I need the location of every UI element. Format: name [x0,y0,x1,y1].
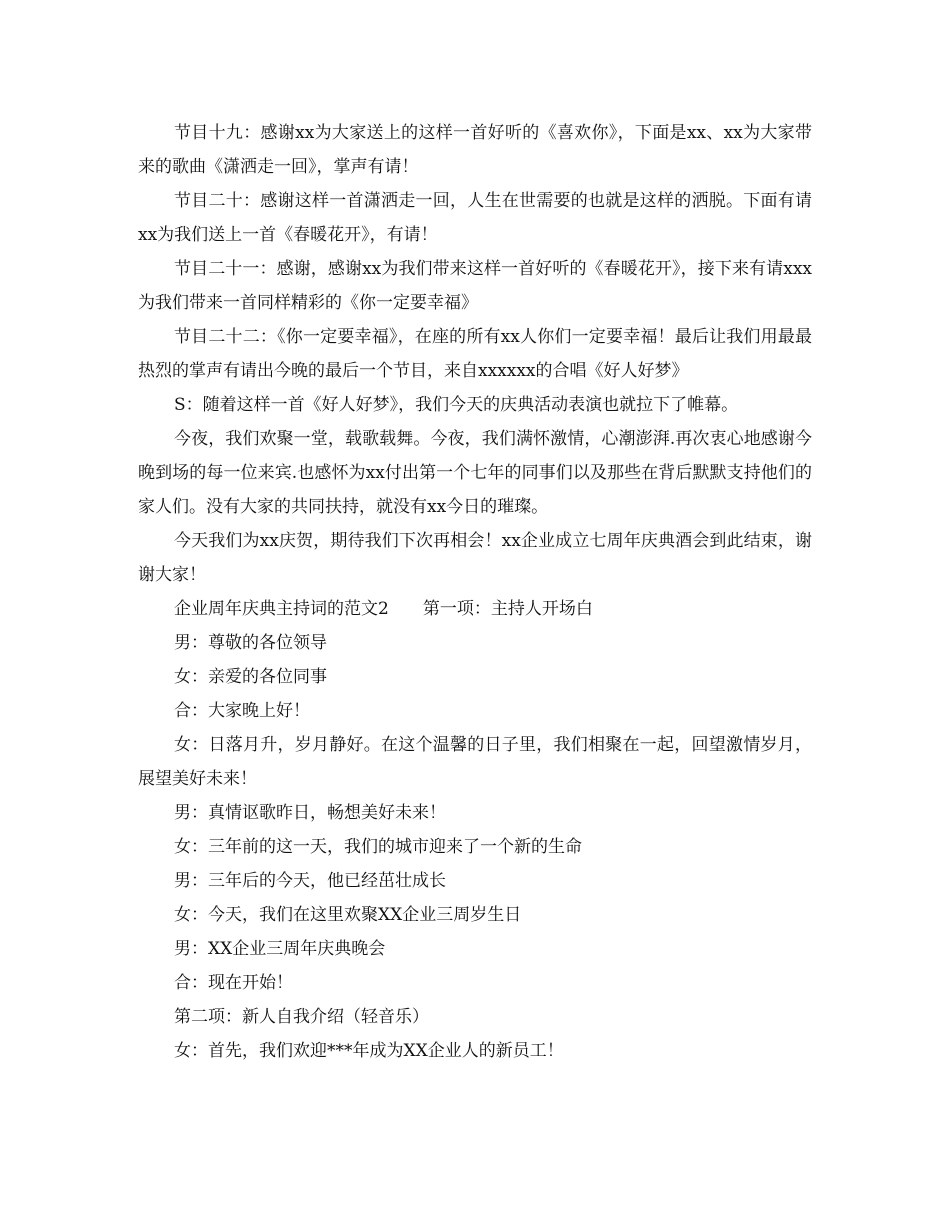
script-line: 女：今天，我们在这里欢聚XX企业三周岁生日 [174,905,522,925]
paragraph-program-20: 节目二十：感谢这样一首潇洒走一回，人生在世需要的也就是这样的洒脱。下面有请xx为我们送上一首《春暖花开》，有请！ [138,191,812,245]
section-heading-title: 企业周年庆典主持词的范文2 [174,599,389,619]
script-line: 女：三年前的这一天，我们的城市迎来了一个新的生命 [174,837,582,857]
script-line: 第二项：新人自我介绍（轻音乐） [174,1007,429,1027]
script-line: 合：现在开始！ [174,973,293,993]
paragraph-farewell: 今天我们为xx庆贺，期待我们下次再相会！xx企业成立七周年庆典酒会到此结束，谢谢大家！ [138,531,812,585]
script-line: 男：真情讴歌昨日，畅想美好未来！ [174,803,446,823]
paragraph-program-22: 节目二十二：《你一定要幸福》，在座的所有xx人你们一定要幸福！最后让我们用最最热烈的掌声有请出今晚的最后一个节目，来自xxxxxx的合唱《好人好梦》 [138,327,812,381]
script-line: 合：大家晚上好！ [174,701,310,721]
script-line: 男：XX企业三周年庆典晚会 [174,939,386,959]
script-line: 男：三年后的今天，他已经茁壮成长 [174,871,446,891]
script-line: 女：首先，我们欢迎***年成为XX企业人的新员工！ [174,1041,564,1061]
paragraph-program-21: 节目二十一：感谢，感谢xx为我们带来这样一首好听的《春暖花开》，接下来有请xxx为我们带来一首同样精彩的《你一定要幸福》 [138,259,812,313]
section-heading-line [138,592,812,626]
paragraph-tonight: 今夜，我们欢聚一堂，载歌载舞。今夜，我们满怀激情，心潮澎湃.再次衷心地感谢今晚到场的每一位来宾.也感怀为xx付出第一个七年的同事们以及那些在背后默默支持他们的家人们。没有大家的共同扶持，就没有xx今日的璀璨。 [138,429,812,517]
script-line: 女：亲爱的各位同事 [174,667,327,687]
paragraph-program-19: 节目十九：感谢xx为大家送上的这样一首好听的《喜欢你》，下面是xx、xx为大家带来的歌曲《潇洒走一回》，掌声有请！ [138,123,812,177]
document-body [138,116,812,1068]
script-line: 女：日落月升，岁月静好。在这个温馨的日子里，我们相聚在一起，回望激情岁月，展望美好未来！ [138,735,812,789]
script-line: 男：尊敬的各位领导 [174,633,327,653]
paragraph-closing-s: S：随着这样一首《好人好梦》，我们今天的庆典活动表演也就拉下了帷幕。 [174,395,739,415]
section-heading-item: 第一项：主持人开场白 [422,599,593,619]
